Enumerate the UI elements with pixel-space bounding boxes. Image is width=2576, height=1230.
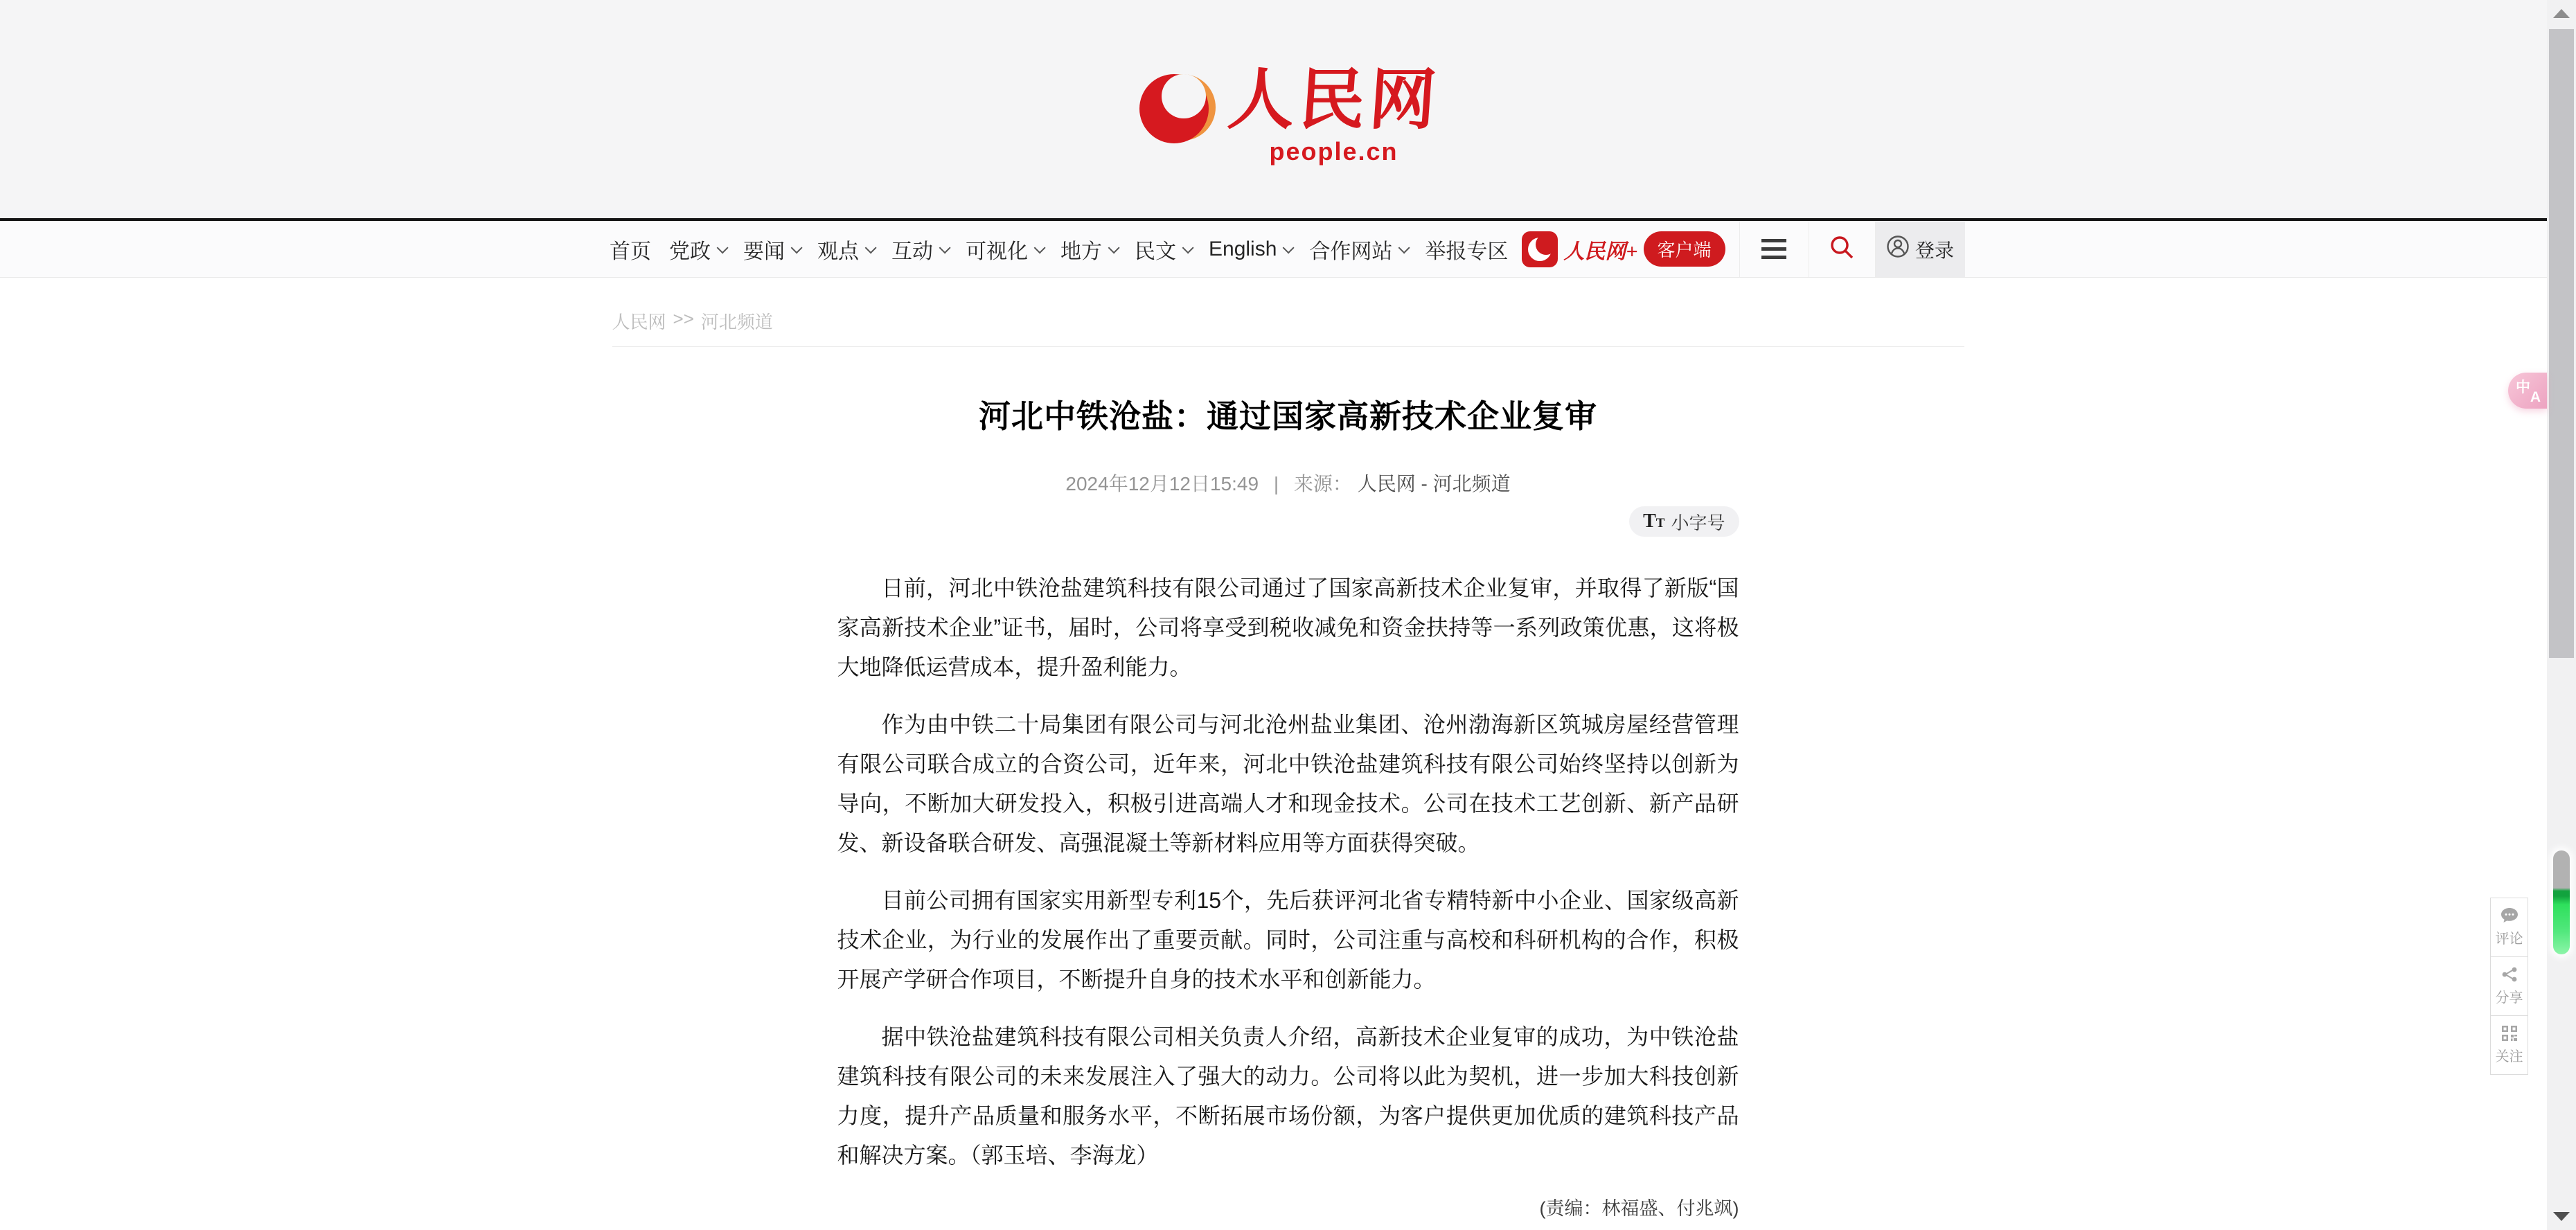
chevron-down-icon <box>1034 242 1046 253</box>
logo-cn-text: 人民网 <box>1225 63 1443 138</box>
scrollbar-thumb[interactable] <box>2549 29 2574 658</box>
scrollbar-up-arrow[interactable] <box>2553 9 2570 18</box>
people-swoosh-icon <box>1137 56 1218 160</box>
app-brand-text: 人民网+ <box>1563 240 1638 263</box>
nav-item-label: 可视化 <box>966 240 1028 263</box>
floating-side-toolbar <box>2490 898 2528 1075</box>
nav-item-label: English <box>1209 237 1277 260</box>
font-size-label: 小字号 <box>1671 512 1725 533</box>
follow-button[interactable] <box>2490 1015 2528 1075</box>
scrollbar <box>2547 0 2576 1230</box>
article-paragraph: 日前，河北中铁沧盐建筑科技有限公司通过了国家高新技术企业复审，并取得了新版“国家高新技术企业”证书，届时，公司将享受到税收减免和资金扶持等一系列政策优惠，这将极大地降低运营成本，提升盈利能力。 <box>837 576 1739 679</box>
breadcrumb-current-link[interactable]: 河北频道 <box>700 312 773 332</box>
article-paragraph: 作为由中铁二十局集团有限公司与河北沧州盐业集团、沧州渤海新区筑城房屋经营管理有限公司联合成立的合资公司，近年来，河北中铁沧盐建筑科技有限公司始终坚持以创新为导向，不断加大研发投入，积极引进高端人才和现金技术。公司在技术工艺创新、新产品研发、新设备联合研发、高强混凝土等新材料应用等方面获得突破。 <box>837 712 1739 855</box>
logo-en-text: people.cn <box>1269 136 1398 166</box>
comment-button[interactable] <box>2490 898 2528 957</box>
comment-label: 评论 <box>2495 932 2523 947</box>
nav-item-label: 民文 <box>1135 240 1176 263</box>
nav-item[interactable] <box>743 234 799 265</box>
font-size-button[interactable] <box>1629 506 1739 537</box>
article-toolbar <box>837 506 1739 537</box>
site-logo[interactable] <box>1137 56 1443 166</box>
article-column <box>837 506 1739 1220</box>
nav-menu <box>610 221 1508 277</box>
nav-inner <box>610 221 1955 277</box>
source-label: 来源： <box>1293 473 1352 494</box>
chevron-down-icon <box>1182 242 1194 253</box>
nav-item-label: 首页 <box>610 240 651 263</box>
share-icon <box>2501 966 2518 983</box>
scrollbar-down-arrow[interactable] <box>2553 1212 2570 1221</box>
logo-text <box>1225 63 1443 166</box>
breadcrumb <box>612 278 1964 334</box>
follow-label: 关注 <box>2495 1049 2523 1064</box>
nav-item[interactable] <box>1425 234 1508 265</box>
article-paragraph: 据中铁沧盐建筑科技有限公司相关负责人介绍，高新技术企业复审的成功，为中铁沧盐建筑科技有限公司的未来发展注入了强大的动力。公司将以此为契机，进一步加大科技创新力度，提升产品质量和服务水平，不断拓展市场份额，为客户提供更加优质的建筑科技产品和解决方案。（郭玉培、李海龙） <box>837 1024 1739 1168</box>
nav-item-label: 地方 <box>1060 240 1102 263</box>
article-paragraph: 目前公司拥有国家实用新型专利15个，先后获评河北省专精特新中小企业、国家级高新技术企业，为行业的发展作出了重要贡献。同时，公司注重与高校和科研机构的合作，积极开展产学研合作项目，不断提升自身的技术水平和创新能力。 <box>837 888 1739 992</box>
source-link[interactable]: 人民网 - 河北频道 <box>1357 473 1511 494</box>
scroll-progress-capsule[interactable] <box>2553 850 2570 954</box>
hamburger-icon <box>1761 239 1786 259</box>
nav-item[interactable] <box>669 234 725 265</box>
comment-icon <box>2501 907 2519 924</box>
nav-item-label: 举报专区 <box>1425 240 1509 263</box>
content-container <box>612 278 1964 1220</box>
people-plus-app-badge[interactable] <box>1522 221 1725 277</box>
qr-code-icon <box>2501 1025 2518 1042</box>
nav-item[interactable] <box>610 234 651 265</box>
nav-item-label: 互动 <box>891 240 933 263</box>
article <box>612 391 1964 1220</box>
article-page <box>0 278 2576 1220</box>
hamburger-menu-button[interactable] <box>1739 221 1809 277</box>
breadcrumb-root-link[interactable]: 人民网 <box>612 312 666 332</box>
login-label: 登录 <box>1915 239 1955 261</box>
user-icon <box>1886 235 1910 263</box>
site-header <box>0 0 2576 218</box>
main-nav <box>0 218 2576 278</box>
nav-item[interactable] <box>891 234 948 265</box>
search-icon <box>1829 234 1855 264</box>
publish-time: 2024年12月12日15:49 <box>1065 473 1259 494</box>
nav-item[interactable] <box>1135 234 1191 265</box>
article-body <box>837 569 1739 1175</box>
nav-item-label: 要闻 <box>743 240 785 263</box>
nav-item[interactable] <box>1209 238 1291 261</box>
translate-icon: 中 <box>2516 380 2530 395</box>
chevron-down-icon <box>1108 242 1120 253</box>
login-button[interactable] <box>1875 221 1965 277</box>
nav-item-label: 观点 <box>817 240 859 263</box>
nav-item[interactable] <box>817 234 873 265</box>
article-title: 河北中铁沧盐：通过国家高新技术企业复审 <box>979 398 1597 434</box>
font-size-icon: T T <box>1643 510 1665 532</box>
chevron-down-icon <box>791 242 803 253</box>
editor-note: (责编：林福盛、付兆飒) <box>1539 1198 1739 1219</box>
nav-item[interactable] <box>1060 234 1117 265</box>
chevron-down-icon <box>865 242 877 253</box>
nav-utility-area <box>1522 221 1964 277</box>
article-meta <box>612 469 1964 497</box>
nav-item-label: 合作网站 <box>1309 240 1393 263</box>
divider-line <box>612 346 1964 347</box>
meta-separator: | <box>1273 473 1279 494</box>
chevron-down-icon <box>1398 242 1410 253</box>
chevron-down-icon <box>717 242 729 253</box>
search-button[interactable] <box>1809 221 1875 277</box>
nav-item-label: 党政 <box>669 240 711 263</box>
chevron-down-icon <box>939 242 951 253</box>
nav-item[interactable] <box>1309 234 1407 265</box>
breadcrumb-separator: >> <box>673 308 694 329</box>
app-client-button[interactable]: 客户端 <box>1644 231 1725 267</box>
share-label: 分享 <box>2495 990 2523 1006</box>
share-button[interactable] <box>2490 956 2528 1016</box>
people-plus-app-icon <box>1522 231 1558 267</box>
translate-button[interactable]: 中 A <box>2508 373 2547 409</box>
chevron-down-icon <box>1283 242 1295 253</box>
nav-item[interactable] <box>966 234 1042 265</box>
